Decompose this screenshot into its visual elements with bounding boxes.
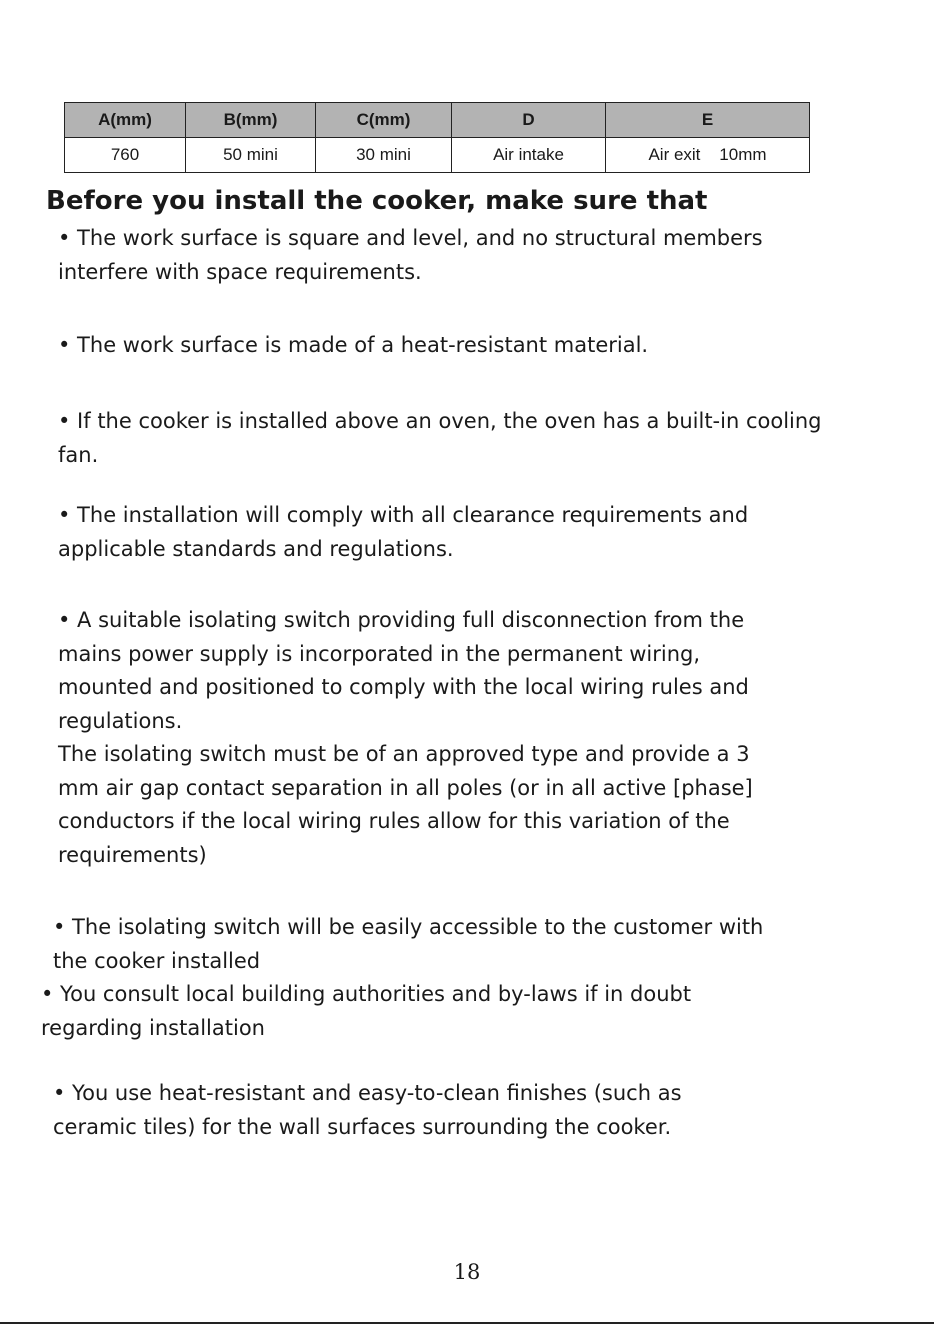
table-row (65, 138, 810, 173)
header-d: D (452, 103, 606, 138)
table-header-row (65, 103, 810, 138)
cell-b: 50 mini (186, 138, 316, 173)
dimensions-table (64, 102, 810, 173)
bullet-oven-cooling-fan: • If the cooker is installed above an oven, the oven has a built-in cooling fan. (58, 409, 822, 467)
bullet-work-surface-level: • The work surface is square and level, and no structural members interfere with space requirements. (58, 226, 763, 284)
bullet-isolating-switch: • A suitable isolating switch providing full disconnection from the mains power supply is incorporated in the permanent wiring, mounted and positioned to comply with the local wiring rules and regulations. The isolating switch must be of an approved type and provide a 3 mm air gap contact separation in all poles (or in all active [phase] conductors if the local wiring rules allow for this variation of the requirements) (58, 608, 753, 867)
bullet-heat-resistant-surface: • The work surface is made of a heat-resistant material. (58, 333, 649, 357)
bullet-consult-authorities: • You consult local building authorities and by-laws if in doubt regarding installation (41, 982, 692, 1040)
header-a: A(mm) (65, 103, 186, 138)
header-e: E (606, 103, 810, 138)
header-b: B(mm) (186, 103, 316, 138)
cell-d: Air intake (452, 138, 606, 173)
page-number: 18 (453, 1260, 481, 1284)
cell-c: 30 mini (316, 138, 452, 173)
section-heading: Before you install the cooker, make sure that (46, 186, 708, 216)
footer-divider (0, 1322, 934, 1324)
header-c: C(mm) (316, 103, 452, 138)
cell-a: 760 (65, 138, 186, 173)
bullet-wall-finishes: • You use heat-resistant and easy-to-clean finishes (such as ceramic tiles) for the wall surfaces surrounding the cooker. (53, 1081, 682, 1139)
bullet-clearance-requirements: • The installation will comply with all clearance requirements and applicable standards and regulations. (58, 503, 749, 561)
bullet-switch-accessible: • The isolating switch will be easily accessible to the customer with the cooker installed (53, 915, 764, 973)
cell-e: Air exit 10mm (606, 138, 810, 173)
